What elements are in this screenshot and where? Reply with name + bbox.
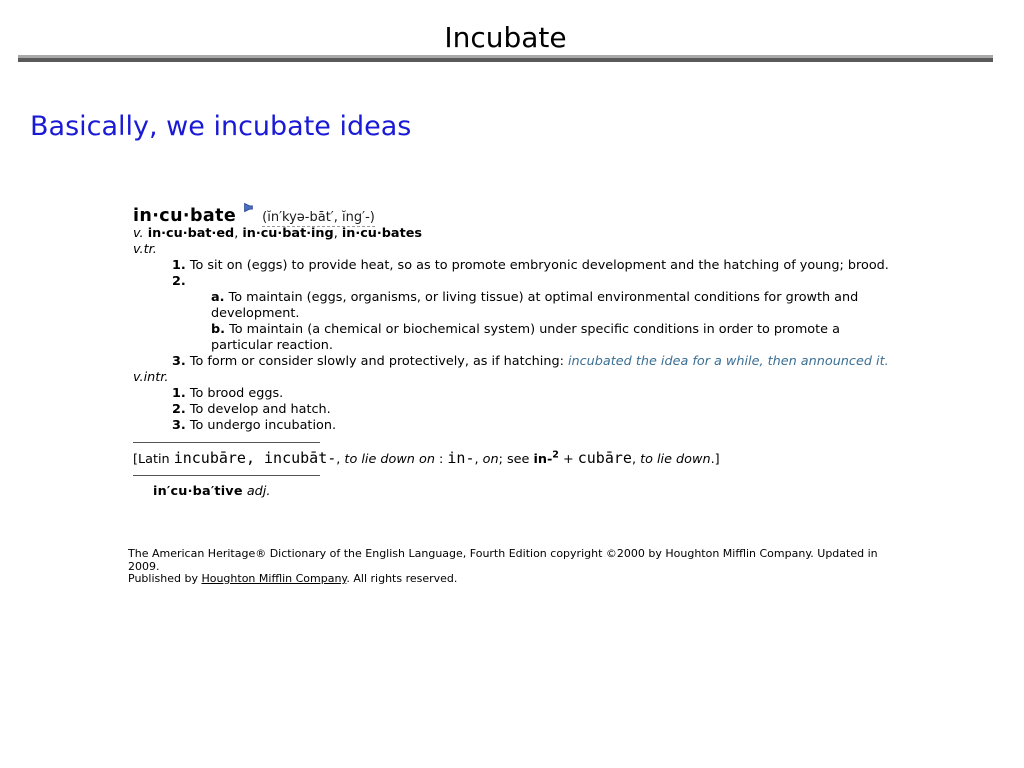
slide-heading: Basically, we incubate ideas: [30, 111, 412, 142]
definition-number: 1.: [172, 386, 186, 401]
definition-letter: a.: [211, 290, 225, 305]
vtr-label: v.tr.: [133, 242, 157, 257]
cross-reference: in-: [533, 452, 553, 467]
copyright-notice: [128, 548, 908, 586]
pronunciation-link[interactable]: (ĭn′kyə-bāt′, ĭng′-): [262, 210, 375, 225]
dictionary-entry: [133, 201, 889, 501]
etymology-divider-top: [133, 442, 320, 443]
definition-text: To brood eggs.: [189, 386, 284, 401]
pos-label: v.: [133, 226, 144, 241]
separator: ; see: [498, 452, 534, 467]
copyright-line1: The American Heritage® Dictionary of the English Language, Fourth Edition copyright ©2000 by Houghton Mifflin Company. Updated in 2009.: [128, 547, 878, 573]
definition-number-line: [172, 274, 889, 290]
definition-text: To form or consider slowly and protectively, as if hatching:: [189, 354, 568, 369]
definition-number: 1.: [172, 258, 186, 273]
separator: +: [558, 452, 578, 467]
separator: ,: [333, 226, 342, 241]
headword: in·cu·bate: [133, 206, 237, 226]
definition-letter: b.: [211, 322, 226, 337]
definition-number: 2.: [172, 274, 186, 289]
verb-form: in·cu·bat·ing: [242, 226, 334, 241]
headword-line: [133, 201, 889, 226]
etymology-open: [Latin: [133, 452, 174, 467]
definition-vtr-3: [133, 354, 889, 370]
separator: ,: [474, 452, 483, 467]
publisher-link[interactable]: Houghton Mifflin Company: [201, 572, 347, 585]
definition-text: To maintain (eggs, organisms, or living tissue) at optimal environmental conditions for growth and development.: [211, 290, 859, 321]
latin-word: incubāre, incubāt-: [173, 449, 337, 467]
latin-word: cubāre: [577, 449, 632, 467]
definition-vtr-2b: [172, 322, 889, 354]
vintr-label: v.intr.: [133, 370, 169, 385]
verb-form: in·cu·bat·ed: [147, 226, 235, 241]
copyright-line2-before: Published by: [128, 572, 202, 585]
definition-number: 3.: [172, 418, 186, 433]
definition-number: 3.: [172, 354, 186, 369]
etymology-divider-bottom: [133, 475, 320, 476]
definition-vintr-2: [133, 402, 889, 418]
gloss: on: [482, 452, 499, 467]
separator: ,: [336, 452, 345, 467]
definition-vintr-1: [133, 386, 889, 402]
derived-pos: adj.: [246, 484, 271, 499]
separator: ,: [234, 226, 243, 241]
title-divider: [18, 55, 993, 62]
definition-number: 2.: [172, 402, 186, 417]
speaker-icon[interactable]: [243, 201, 256, 219]
derived-form-line: [133, 483, 889, 501]
gloss: to lie down: [640, 452, 711, 467]
definition-vtr-2: [133, 274, 889, 354]
cross-reference-superscript: 2: [552, 449, 559, 461]
etymology-close: .]: [710, 452, 720, 467]
definition-vtr-2a: [172, 290, 889, 322]
definition-vintr-3: [133, 418, 889, 434]
definition-text: To maintain (a chemical or biochemical system) under specific conditions in order to promote a particular reaction.: [211, 322, 840, 353]
verb-forms-line: [133, 226, 889, 242]
usage-example: incubated the idea for a while, then announced it.: [567, 354, 889, 369]
definition-text: To develop and hatch.: [189, 402, 331, 417]
separator: :: [434, 452, 448, 467]
definition-text: To sit on (eggs) to provide heat, so as to promote embryonic development and the hatching of young; brood.: [189, 258, 889, 273]
etymology-line: [133, 448, 889, 470]
verb-form: in·cu·bates: [341, 226, 422, 241]
gloss: to lie down on: [344, 452, 435, 467]
page-title: Incubate: [444, 21, 567, 54]
copyright-line2-after: . All rights reserved.: [346, 572, 458, 585]
derived-word: in′cu·ba′tive: [153, 484, 243, 499]
definition-vtr-1: [133, 258, 889, 274]
separator: ,: [631, 452, 641, 467]
speaker-icon-glyph: [243, 201, 256, 214]
definition-text: To undergo incubation.: [189, 418, 337, 433]
latin-word: in-: [447, 449, 475, 467]
